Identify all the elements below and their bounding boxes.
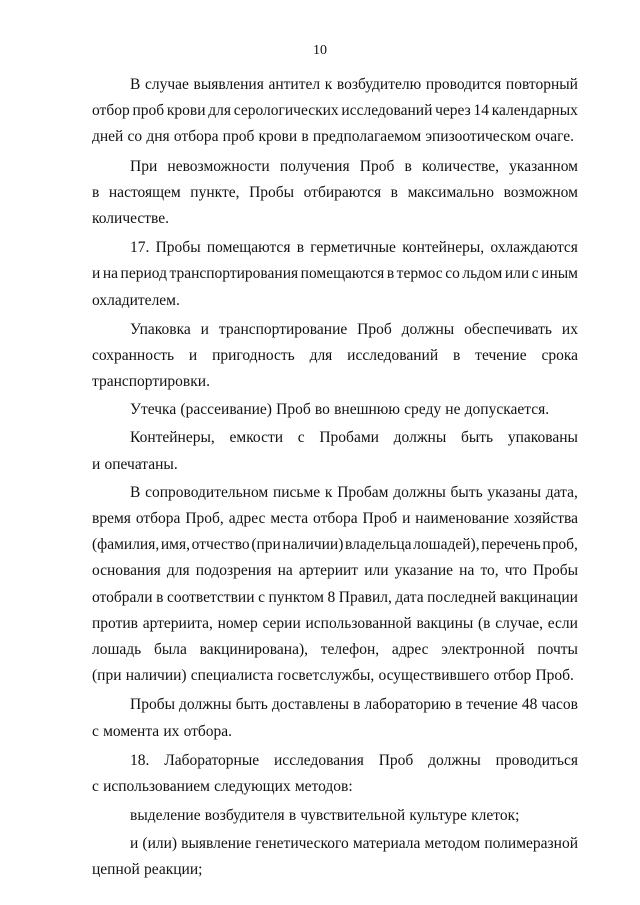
- paragraph: [92, 317, 578, 396]
- paragraph: [92, 154, 578, 233]
- text-line: время отбора Проб, адрес места отбора Проб и наименование хозяйства: [92, 510, 578, 527]
- text-line: и опечатаны.: [92, 455, 178, 473]
- text-line: (при наличии) специалиста госветслужбы, осуществившего отбор Проб.: [92, 667, 574, 685]
- text-line: Пробы должны быть доставлены в лабораторию в течение 48 часов: [130, 696, 578, 714]
- text-line: основания для подозрения на артериит или указание на то, что Пробы: [92, 562, 578, 580]
- text-line: против артериита, номер серии использованной вакцины (в случае, если: [92, 614, 578, 632]
- text-line: цепной реакции;: [92, 861, 203, 879]
- text-line: транспортировки.: [92, 373, 210, 391]
- paragraph: [92, 235, 578, 314]
- paragraph: [92, 72, 578, 151]
- text-line: отобрали в соответствии с пунктом 8 Правил, дата последней вакцинации: [92, 588, 578, 606]
- text-line: 17. Пробы помещаются в герметичные контейнеры, охлаждаются: [130, 239, 578, 257]
- text-line: охладителем.: [92, 291, 180, 309]
- text-line: и на период транспортирования помещаются в термос со льдом или с иным: [92, 265, 578, 283]
- text-line: и (или) выявление генетического материала методом полимеразной: [130, 835, 578, 853]
- paragraph: [92, 692, 578, 744]
- text-line: В случае выявления антител к возбудителю проводится повторный: [130, 76, 578, 93]
- paragraph: [92, 748, 578, 800]
- text-line: сохранность и пригодность для исследований в течение срока: [92, 346, 578, 364]
- text-line: лошадь была вакцинирована), телефон, адрес электронной почты: [92, 640, 578, 658]
- text-line: количестве.: [92, 209, 170, 227]
- text-line: В сопроводительном письме к Пробам должны быть указаны дата,: [130, 483, 578, 501]
- text-line: выделение возбудителя в чувствительной культуре клеток;: [130, 807, 520, 825]
- text-line: Утечка (рассеивание) Проб во внешнюю среду не допускается.: [130, 401, 550, 419]
- paragraph: [92, 397, 578, 423]
- text-line: 18. Лабораторные исследования Проб должны проводиться: [130, 751, 578, 769]
- paragraph: [92, 425, 578, 477]
- document-body: [92, 72, 578, 884]
- text-line: отбор проб крови для серологических исследований через 14 календарных: [92, 102, 578, 120]
- text-line: дней со дня отбора проб крови в предполагаемом эпизоотическом очаге.: [92, 128, 575, 146]
- text-line: в настоящем пункте, Пробы отбираются в максимально возможном: [92, 183, 578, 201]
- text-line: При невозможности получения Проб в количестве, указанном: [130, 157, 578, 175]
- paragraph: [92, 831, 578, 883]
- page-number: 10: [313, 43, 327, 58]
- text-line: Контейнеры, емкости с Пробами должны быть упакованы: [130, 429, 578, 447]
- text-line: (фамилия, имя, отчество (при наличии) владельца лошадей), перечень проб,: [92, 536, 578, 554]
- paragraph: [92, 480, 578, 690]
- text-line: с момента их отбора.: [92, 722, 233, 740]
- paragraph: [92, 803, 578, 829]
- text-line: с использованием следующих методов:: [92, 777, 353, 795]
- text-line: Упаковка и транспортирование Проб должны обеспечивать их: [130, 320, 578, 338]
